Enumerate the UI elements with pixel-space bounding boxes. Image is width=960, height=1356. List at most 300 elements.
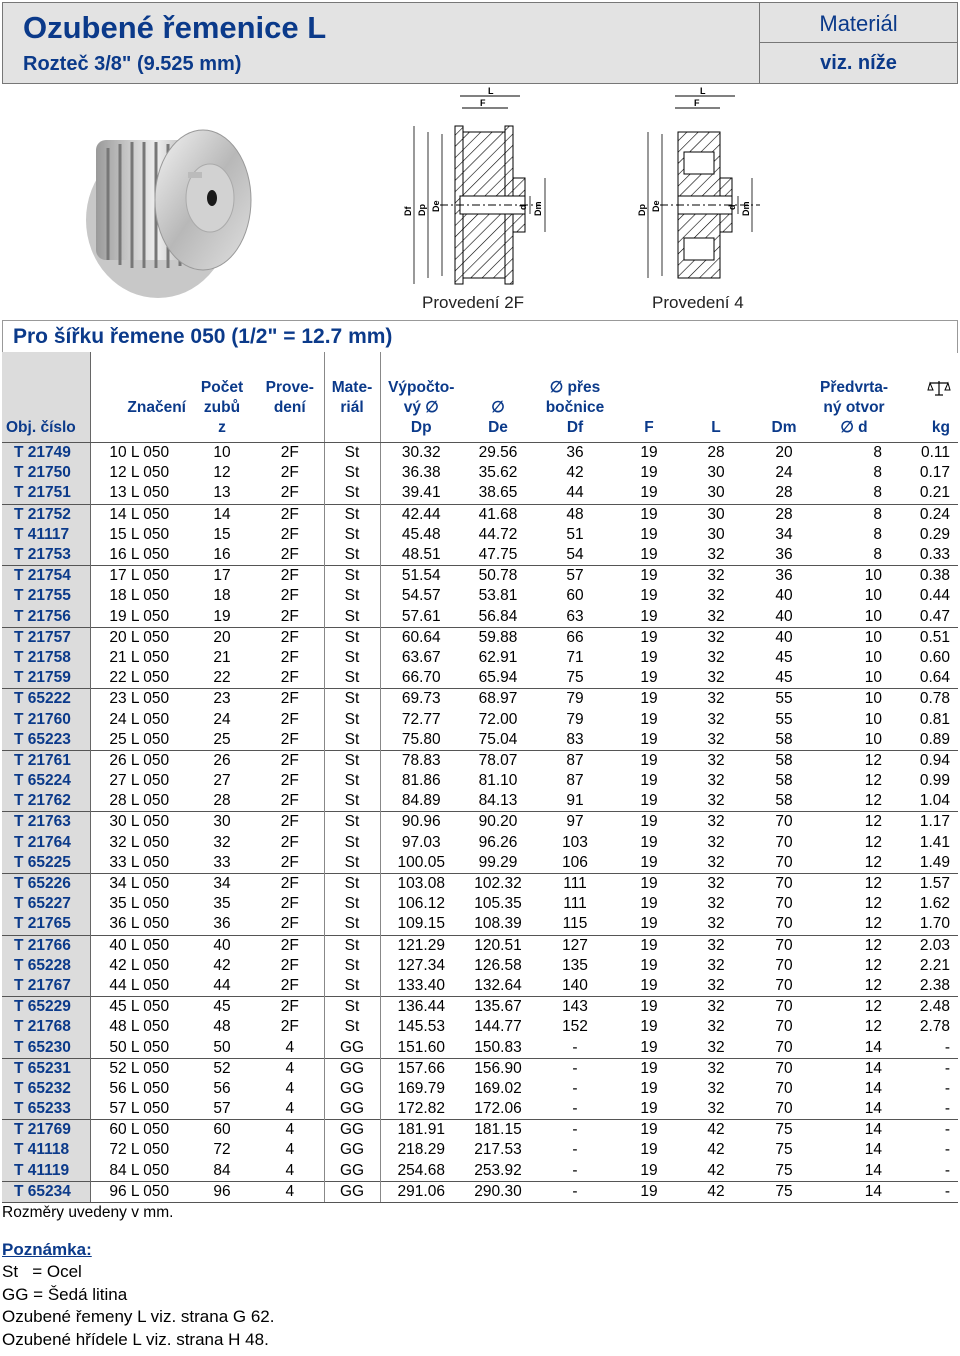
cell-f: 19 bbox=[640, 730, 658, 748]
header-de bbox=[462, 352, 534, 443]
header-df-line3: Df bbox=[566, 419, 584, 436]
cell-material: St bbox=[324, 483, 380, 504]
cell-l: 30 bbox=[707, 484, 725, 502]
header-pocet-line1: Počet bbox=[200, 379, 244, 396]
cell-l: 32 bbox=[707, 833, 725, 851]
cell-znaceni: 24 L 050 bbox=[90, 709, 188, 729]
cell-l: 32 bbox=[682, 812, 750, 833]
cell-dp: 127.34 bbox=[380, 956, 462, 976]
cell-dp: 90.96 bbox=[380, 812, 462, 833]
cell-bore-d: 10 bbox=[864, 730, 882, 748]
cell-pocet-zubu: 36 bbox=[213, 915, 231, 933]
cell-l: 32 bbox=[707, 730, 725, 748]
header-provedeni bbox=[256, 352, 324, 443]
cell-weight-kg: - bbox=[890, 1120, 958, 1141]
cell-dp: 57.61 bbox=[380, 607, 462, 628]
cell-dp: 45.48 bbox=[380, 525, 462, 545]
cell-provedeni: 2F bbox=[256, 689, 324, 710]
cell-l: 32 bbox=[707, 1018, 725, 1036]
cell-provedeni: 2F bbox=[280, 464, 299, 482]
cell-pocet-zubu: 20 bbox=[188, 627, 256, 648]
cell-znaceni: 23 L 050 bbox=[90, 689, 188, 710]
cell-znaceni: 42 L 050 bbox=[90, 956, 188, 976]
cell-df: 66 bbox=[534, 627, 616, 648]
cell-df: 140 bbox=[562, 976, 588, 994]
cell-provedeni: 2F bbox=[280, 976, 299, 994]
cell-l: 30 bbox=[707, 525, 725, 543]
cell-znaceni: 14 L 050 bbox=[90, 504, 188, 525]
cell-obj-cislo: T 21769 bbox=[2, 1120, 90, 1141]
cell-obj-cislo: T 21768 bbox=[2, 1017, 90, 1037]
cell-l: 32 bbox=[682, 1058, 750, 1079]
cell-de: 217.53 bbox=[474, 1141, 522, 1159]
table-row bbox=[2, 483, 958, 504]
table-row bbox=[2, 525, 958, 545]
table-row bbox=[2, 894, 958, 914]
table-row bbox=[2, 1140, 958, 1160]
cell-provedeni: 2F bbox=[256, 627, 324, 648]
header-de-line2: De bbox=[488, 419, 508, 436]
dimensions-note: Rozměry uvedeny v mm. bbox=[2, 1204, 174, 1221]
cell-pocet-zubu: 40 bbox=[188, 935, 256, 956]
cell-material: St bbox=[324, 771, 380, 791]
cell-pocet-zubu: 72 bbox=[213, 1141, 231, 1159]
cell-obj-cislo: T 21761 bbox=[2, 750, 90, 771]
table-row bbox=[2, 689, 958, 710]
cell-pocet-zubu: 28 bbox=[213, 792, 231, 810]
cell-de: 29.56 bbox=[478, 444, 518, 462]
cell-material: St bbox=[324, 709, 380, 729]
cell-weight-kg: 0.38 bbox=[890, 566, 958, 587]
header-dp-line3: Dp bbox=[410, 419, 432, 436]
cell-dp: 133.40 bbox=[380, 976, 462, 997]
cell-pocet-zubu: 32 bbox=[213, 833, 231, 851]
cell-de: 105.35 bbox=[474, 895, 522, 913]
cell-l: 32 bbox=[707, 1100, 725, 1118]
cell-pocet-zubu: 19 bbox=[213, 607, 231, 625]
cell-dm: 70 bbox=[750, 873, 818, 894]
cell-bore-d: 12 bbox=[864, 853, 882, 871]
cell-material: St bbox=[324, 668, 380, 689]
cell-pocet-zubu: 48 bbox=[213, 1018, 231, 1036]
cell-pocet-zubu: 34 bbox=[188, 873, 256, 894]
cell-f: 19 bbox=[616, 750, 682, 771]
drawing-provedeni-2f bbox=[400, 88, 565, 293]
cell-dm: 28 bbox=[750, 504, 818, 525]
cell-df: - bbox=[534, 1120, 616, 1141]
cell-df: - bbox=[572, 1079, 578, 1097]
table-row bbox=[2, 833, 958, 853]
cell-f: 19 bbox=[640, 915, 658, 933]
cell-material: St bbox=[324, 750, 380, 771]
cell-f: 19 bbox=[640, 1100, 658, 1118]
cell-pocet-zubu: 26 bbox=[188, 750, 256, 771]
cell-df: 91 bbox=[566, 792, 584, 810]
cell-material: St bbox=[324, 566, 380, 587]
cell-znaceni: 52 L 050 bbox=[90, 1058, 188, 1079]
cell-bore-d: 12 bbox=[864, 895, 882, 913]
cell-obj-cislo: T 21766 bbox=[2, 935, 90, 956]
cell-bore-d: 8 bbox=[873, 464, 882, 482]
cell-material: GG bbox=[324, 1079, 380, 1099]
cell-material: St bbox=[324, 935, 380, 956]
cell-bore-d: 10 bbox=[864, 607, 882, 625]
cell-bore-d: 8 bbox=[873, 546, 882, 564]
cell-provedeni: 2F bbox=[256, 812, 324, 833]
cell-znaceni: 40 L 050 bbox=[90, 935, 188, 956]
cell-provedeni: 2F bbox=[256, 873, 324, 894]
cell-material: GG bbox=[324, 1099, 380, 1120]
cell-dp: 51.54 bbox=[380, 566, 462, 587]
cell-dm: 58 bbox=[775, 772, 793, 790]
cell-weight-kg: 2.38 bbox=[919, 976, 950, 994]
cell-de: 120.51 bbox=[462, 935, 534, 956]
cell-znaceni: 12 L 050 bbox=[90, 463, 188, 483]
table-row bbox=[2, 586, 958, 606]
table-row bbox=[2, 853, 958, 874]
cell-pocet-zubu: 35 bbox=[213, 895, 231, 913]
cell-bore-d: 14 bbox=[864, 1038, 882, 1056]
cell-df: 106 bbox=[562, 853, 588, 871]
cell-f: 19 bbox=[640, 464, 658, 482]
header-material-line2: riál bbox=[340, 399, 364, 416]
cell-dp: 81.86 bbox=[380, 771, 462, 791]
table-row bbox=[2, 771, 958, 791]
cell-bore-d: 12 bbox=[864, 792, 882, 810]
cell-material: GG bbox=[324, 1037, 380, 1058]
cell-bore-d: 10 bbox=[818, 566, 890, 587]
cell-f: 19 bbox=[640, 895, 658, 913]
cell-dm: 40 bbox=[750, 627, 818, 648]
cell-bore-d: 12 bbox=[818, 750, 890, 771]
cell-obj-cislo: T 65225 bbox=[2, 853, 90, 874]
dim-label-dm-4: Dm bbox=[741, 201, 751, 216]
cell-f: 19 bbox=[640, 792, 658, 810]
cell-f: 19 bbox=[640, 1018, 658, 1036]
cell-znaceni: 45 L 050 bbox=[90, 997, 188, 1018]
header-pocet-line2: zubů bbox=[203, 399, 241, 416]
cell-znaceni: 36 L 050 bbox=[90, 914, 188, 935]
cell-l: 42 bbox=[682, 1120, 750, 1141]
header-bore-line2: ný otvor bbox=[823, 399, 885, 416]
cell-dp: 66.70 bbox=[380, 668, 462, 689]
table-row bbox=[2, 443, 958, 464]
cell-obj-cislo: T 65233 bbox=[2, 1099, 90, 1120]
cell-pocet-zubu: 17 bbox=[188, 566, 256, 587]
cell-pocet-zubu: 21 bbox=[213, 648, 231, 666]
cell-material: St bbox=[324, 1017, 380, 1037]
cell-pocet-zubu: 84 bbox=[213, 1161, 231, 1179]
cell-znaceni: 13 L 050 bbox=[90, 483, 188, 504]
cell-weight-kg: - bbox=[890, 1181, 958, 1202]
cell-df: 97 bbox=[534, 812, 616, 833]
cell-weight-kg: 0.64 bbox=[919, 669, 950, 687]
header-dm: Dm bbox=[750, 352, 818, 443]
cell-obj-cislo: T 41117 bbox=[2, 525, 90, 545]
cell-obj-cislo: T 65234 bbox=[2, 1181, 90, 1202]
cell-dp: 69.73 bbox=[380, 689, 462, 710]
cell-znaceni: 17 L 050 bbox=[90, 566, 188, 587]
cell-de: 102.32 bbox=[462, 873, 534, 894]
cell-df: 103 bbox=[562, 833, 588, 851]
cell-dp: 136.44 bbox=[380, 997, 462, 1018]
header-pocet-line3: z bbox=[218, 419, 226, 436]
cell-f: 19 bbox=[640, 833, 658, 851]
cell-de: 65.94 bbox=[478, 669, 518, 687]
material-value: viz. níže bbox=[820, 52, 897, 74]
cell-dm: 70 bbox=[775, 976, 793, 994]
cell-f: 19 bbox=[616, 873, 682, 894]
cell-provedeni: 4 bbox=[285, 1079, 295, 1097]
table-row bbox=[2, 607, 958, 628]
header-bore-line1: Předvrta- bbox=[820, 379, 889, 396]
cell-dp: 181.91 bbox=[380, 1120, 462, 1141]
cell-de: 169.02 bbox=[474, 1079, 522, 1097]
cell-provedeni: 4 bbox=[285, 1100, 295, 1118]
cell-l: 32 bbox=[682, 935, 750, 956]
cell-weight-kg: 2.78 bbox=[919, 1018, 950, 1036]
cell-provedeni: 4 bbox=[285, 1141, 295, 1159]
cell-provedeni: 2F bbox=[280, 1018, 299, 1036]
cell-f: 19 bbox=[616, 1181, 682, 1202]
cell-l: 42 bbox=[707, 1161, 725, 1179]
cell-weight-kg: 0.21 bbox=[919, 484, 950, 502]
cell-df: - bbox=[572, 1038, 578, 1056]
dim-label-f-4: F bbox=[694, 98, 700, 108]
cell-znaceni: 22 L 050 bbox=[90, 668, 188, 689]
cell-l: 32 bbox=[707, 1079, 725, 1097]
cell-obj-cislo: T 65223 bbox=[2, 730, 90, 751]
cell-de: 132.64 bbox=[474, 976, 522, 994]
cell-znaceni: 72 L 050 bbox=[90, 1140, 188, 1160]
cell-pocet-zubu: 44 bbox=[213, 976, 231, 994]
cell-weight-kg: 0.33 bbox=[919, 546, 950, 564]
cell-weight-kg: 2.03 bbox=[890, 935, 958, 956]
cell-weight-kg: 0.24 bbox=[890, 504, 958, 525]
cell-znaceni: 60 L 050 bbox=[90, 1120, 188, 1141]
cell-dp: 60.64 bbox=[380, 627, 462, 648]
cell-weight-kg: 1.57 bbox=[890, 873, 958, 894]
cell-material: St bbox=[324, 586, 380, 606]
cell-de: 38.65 bbox=[478, 484, 518, 502]
cell-dm: 58 bbox=[775, 730, 793, 748]
cell-pocet-zubu: 50 bbox=[213, 1038, 231, 1056]
cell-dm: 70 bbox=[775, 956, 793, 974]
cell-dm: 55 bbox=[775, 710, 793, 728]
cell-f: 19 bbox=[616, 1058, 682, 1079]
cell-provedeni: 4 bbox=[256, 1120, 324, 1141]
header-provedeni-line2: dení bbox=[273, 399, 306, 416]
note-line: Ozubené hřídele L viz. strana H 48. bbox=[2, 1329, 269, 1349]
cell-de: 59.88 bbox=[462, 627, 534, 648]
table-row bbox=[2, 1017, 958, 1037]
cell-znaceni: 35 L 050 bbox=[90, 894, 188, 914]
page-header bbox=[2, 2, 958, 84]
cell-provedeni: 2F bbox=[280, 710, 299, 728]
cell-weight-kg: 1.62 bbox=[919, 895, 950, 913]
cell-dm: 70 bbox=[775, 1100, 793, 1118]
cell-weight-kg: 0.60 bbox=[919, 648, 950, 666]
table-row bbox=[2, 627, 958, 648]
table-row bbox=[2, 1161, 958, 1182]
cell-df: 87 bbox=[534, 750, 616, 771]
cell-de: 290.30 bbox=[462, 1181, 534, 1202]
cell-weight-kg: - bbox=[944, 1100, 950, 1118]
header-dp-line1: Výpočto- bbox=[388, 379, 455, 396]
cell-de: 41.68 bbox=[462, 504, 534, 525]
cell-weight-kg: 1.04 bbox=[919, 792, 950, 810]
cell-df: 60 bbox=[566, 587, 584, 605]
header-obj-cislo: Obj. číslo bbox=[2, 352, 90, 443]
cell-l: 32 bbox=[707, 976, 725, 994]
cell-de: 50.78 bbox=[462, 566, 534, 587]
header-znaceni: Značení bbox=[90, 352, 188, 443]
cell-provedeni: 2F bbox=[256, 997, 324, 1018]
cell-de: 47.75 bbox=[478, 546, 518, 564]
cell-f: 19 bbox=[640, 772, 658, 790]
cell-dp: 291.06 bbox=[380, 1181, 462, 1202]
cell-l: 32 bbox=[682, 689, 750, 710]
cell-pocet-zubu: 23 bbox=[188, 689, 256, 710]
cell-obj-cislo: T 21752 bbox=[2, 504, 90, 525]
cell-dp: 218.29 bbox=[380, 1140, 462, 1160]
cell-dm: 34 bbox=[775, 525, 793, 543]
cell-material: St bbox=[324, 873, 380, 894]
cell-provedeni: 2F bbox=[280, 772, 299, 790]
cell-dp: 30.32 bbox=[380, 443, 462, 464]
cell-l: 32 bbox=[707, 853, 725, 871]
cell-de: 126.58 bbox=[474, 956, 522, 974]
cell-dp: 169.79 bbox=[380, 1079, 462, 1099]
cell-dp: 145.53 bbox=[380, 1017, 462, 1037]
cell-bore-d: 8 bbox=[818, 504, 890, 525]
cell-f: 19 bbox=[616, 812, 682, 833]
cell-pocet-zubu: 27 bbox=[213, 772, 231, 790]
spec-table bbox=[2, 352, 958, 1203]
cell-f: 19 bbox=[640, 444, 658, 462]
cell-bore-d: 14 bbox=[864, 1161, 882, 1179]
cell-dm: 75 bbox=[750, 1181, 818, 1202]
cell-provedeni: 4 bbox=[285, 1038, 295, 1056]
dim-label-de: De bbox=[431, 200, 441, 212]
cell-obj-cislo: T 21759 bbox=[2, 668, 90, 689]
cell-provedeni: 2F bbox=[256, 750, 324, 771]
cell-f: 19 bbox=[640, 1079, 658, 1097]
dim-label-l: L bbox=[488, 86, 494, 96]
cell-dm: 70 bbox=[775, 1018, 793, 1036]
cell-obj-cislo: T 21755 bbox=[2, 586, 90, 606]
cell-material: GG bbox=[324, 1120, 380, 1141]
cell-l: 28 bbox=[707, 444, 725, 462]
cell-bore-d: 12 bbox=[864, 833, 882, 851]
cell-znaceni: 10 L 050 bbox=[90, 443, 188, 464]
cell-dm: 70 bbox=[775, 853, 793, 871]
table-row bbox=[2, 914, 958, 935]
cell-material: GG bbox=[324, 1058, 380, 1079]
cell-l: 32 bbox=[682, 627, 750, 648]
cell-l: 32 bbox=[682, 566, 750, 587]
cell-dp: 36.38 bbox=[380, 463, 462, 483]
cell-znaceni: 21 L 050 bbox=[90, 648, 188, 668]
cell-material: St bbox=[324, 791, 380, 812]
cell-dm: 70 bbox=[775, 1038, 793, 1056]
cell-obj-cislo: T 21756 bbox=[2, 607, 90, 628]
cell-znaceni: 20 L 050 bbox=[90, 627, 188, 648]
cell-obj-cislo: T 21760 bbox=[2, 709, 90, 729]
cell-de: 99.29 bbox=[478, 853, 518, 871]
cell-bore-d: 12 bbox=[864, 1018, 882, 1036]
cell-de: 144.77 bbox=[474, 1018, 522, 1036]
dim-label-dm: Dm bbox=[533, 201, 543, 216]
cell-obj-cislo: T 65230 bbox=[2, 1037, 90, 1058]
cell-obj-cislo: T 65224 bbox=[2, 771, 90, 791]
cell-dp: 75.80 bbox=[380, 730, 462, 751]
cell-material: St bbox=[324, 956, 380, 976]
cell-material: St bbox=[324, 997, 380, 1018]
cell-obj-cislo: T 41119 bbox=[2, 1161, 90, 1182]
cell-bore-d: 14 bbox=[818, 1058, 890, 1079]
cell-f: 19 bbox=[616, 566, 682, 587]
dim-label-l-4: L bbox=[700, 86, 706, 96]
cell-dm: 70 bbox=[750, 935, 818, 956]
cell-znaceni: 56 L 050 bbox=[90, 1079, 188, 1099]
cell-bore-d: 8 bbox=[873, 525, 882, 543]
cell-dp: 157.66 bbox=[380, 1058, 462, 1079]
cell-znaceni: 26 L 050 bbox=[90, 750, 188, 771]
cell-obj-cislo: T 65229 bbox=[2, 997, 90, 1018]
cell-weight-kg: - bbox=[944, 1161, 950, 1179]
cell-f: 19 bbox=[640, 546, 658, 564]
cell-l: 32 bbox=[707, 772, 725, 790]
cell-dm: 55 bbox=[750, 689, 818, 710]
cell-weight-kg: 1.70 bbox=[919, 915, 950, 933]
cell-dm: 70 bbox=[750, 812, 818, 833]
cell-obj-cislo: T 65232 bbox=[2, 1079, 90, 1099]
cell-dm: 75 bbox=[750, 1120, 818, 1141]
cell-df: - bbox=[534, 1181, 616, 1202]
cell-f: 19 bbox=[640, 1161, 658, 1179]
cell-material: St bbox=[324, 607, 380, 628]
cell-material: St bbox=[324, 833, 380, 853]
cell-obj-cislo: T 21758 bbox=[2, 648, 90, 668]
cell-bore-d: 12 bbox=[864, 956, 882, 974]
cell-dp: 121.29 bbox=[380, 935, 462, 956]
cell-f: 19 bbox=[616, 627, 682, 648]
cell-provedeni: 2F bbox=[280, 833, 299, 851]
cell-dp: 63.67 bbox=[380, 648, 462, 668]
table-row bbox=[2, 791, 958, 812]
cell-znaceni: 28 L 050 bbox=[90, 791, 188, 812]
cell-l: 30 bbox=[682, 504, 750, 525]
cell-weight-kg: 0.89 bbox=[919, 730, 950, 748]
cell-dm: 24 bbox=[775, 464, 793, 482]
cell-material: St bbox=[324, 914, 380, 935]
cell-bore-d: 12 bbox=[818, 873, 890, 894]
cell-bore-d: 10 bbox=[864, 669, 882, 687]
cell-weight-kg: 1.17 bbox=[890, 812, 958, 833]
cell-weight-kg: - bbox=[944, 1038, 950, 1056]
cell-znaceni: 32 L 050 bbox=[90, 833, 188, 853]
notes-heading: Poznámka: bbox=[2, 1239, 92, 1259]
cell-znaceni: 33 L 050 bbox=[90, 853, 188, 874]
header-pocet-zubu bbox=[188, 352, 256, 443]
cell-weight-kg: 2.48 bbox=[890, 997, 958, 1018]
cell-znaceni: 84 L 050 bbox=[90, 1161, 188, 1182]
cell-dp: 97.03 bbox=[380, 833, 462, 853]
cell-dp: 54.57 bbox=[380, 586, 462, 606]
cell-dm: 75 bbox=[775, 1141, 793, 1159]
page-title: Ozubené řemenice L bbox=[23, 10, 327, 45]
